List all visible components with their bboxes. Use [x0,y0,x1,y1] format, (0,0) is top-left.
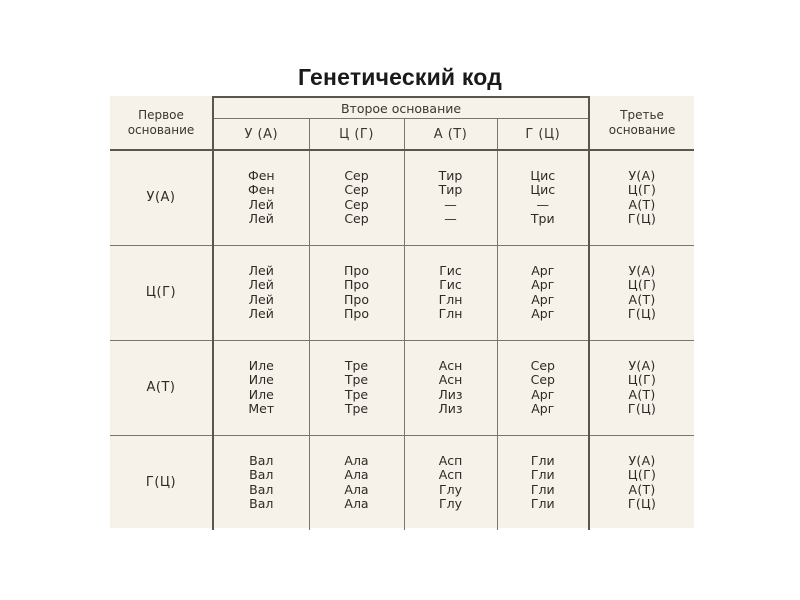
header-first-base: Первое основание [110,97,213,150]
third-base-label: У(А) [628,452,656,468]
amino-acid: Асн [438,357,463,373]
amino-acid: Арг [531,262,555,278]
third-base-label: У(А) [628,262,656,278]
amino-acid: Тир [438,167,463,183]
amino-acid: Про [344,306,369,321]
amino-acid: Тре [344,357,369,373]
header-second-base: Второе основание [213,97,589,119]
amino-acid: Гли [530,467,555,483]
amino-acid: Глу [438,481,462,497]
amino-acid: Цис [530,182,556,198]
amino-acid: Арг [531,401,555,416]
table-row [110,435,694,530]
amino-acid: Фен [247,167,275,183]
amino-acid: Арг [531,306,555,321]
amino-acid: Арг [531,277,555,292]
third-base-label: А(Т) [628,196,656,212]
third-base-cell [589,340,694,435]
amino-acid-cell [309,340,404,435]
amino-acid: Ала [344,467,369,483]
amino-acid-cell [497,150,589,245]
genetic-code-table [110,96,694,530]
header-third-base: Третье основание [589,97,694,150]
amino-acid: Гли [530,481,555,497]
amino-acid: Арг [531,291,555,307]
amino-acid: Лиз [438,386,463,402]
first-base-label: А(Т) [110,340,213,435]
third-base-label: Ц(Г) [627,182,657,198]
page-title: Генетический код [297,64,502,90]
amino-acid-cell [213,150,309,245]
first-base-label: У(А) [146,190,176,206]
amino-acid-cell [497,245,589,340]
amino-acid: Сер [344,211,369,227]
amino-acid-cell [404,340,497,435]
amino-acid: Фен [247,182,275,198]
amino-acid: Арг [531,386,555,402]
amino-acid: Про [344,291,369,307]
amino-acid: Про [344,277,369,292]
amino-acid: Про [344,262,369,278]
amino-acid: Лей [248,277,274,292]
column-header: У (А) [213,119,309,151]
third-base-label: А(Т) [628,481,656,497]
amino-acid-cell [497,435,589,530]
genetic-code-table-scan [110,96,694,528]
amino-acid: Тре [344,372,369,387]
amino-acid: Лей [248,262,274,278]
amino-acid-cell [309,435,404,530]
amino-acid: Асп [438,452,463,468]
amino-acid-cell [404,245,497,340]
amino-acid-cell [213,340,309,435]
amino-acid: Сер [530,372,555,387]
third-base-cell [589,150,694,245]
amino-acid-cell [309,245,404,340]
amino-acid: Иле [248,386,274,402]
amino-acid: Гис [439,262,462,278]
amino-acid: Три [530,211,555,227]
amino-acid: Тир [438,182,463,198]
column-header: А (Т) [404,119,497,151]
amino-acid: Вал [249,481,274,497]
amino-acid: Асп [438,467,463,483]
amino-acid: Цис [530,167,556,183]
third-base-label: А(Т) [628,386,656,402]
column-header: Г (Ц) [497,119,589,151]
first-base-label: Ц(Г) [110,245,213,340]
third-base-label: Г(Ц) [627,211,657,227]
amino-acid: Лей [248,211,274,227]
third-base-label: Г(Ц) [627,306,657,321]
third-base-label: У(А) [628,357,656,373]
amino-acid: Тре [344,401,369,416]
amino-acid: Лей [248,291,274,307]
table-row [110,245,694,340]
amino-acid: Мет [248,401,275,416]
amino-acid: Иле [248,357,274,373]
third-base-label: Ц(Г) [627,277,657,292]
amino-acid: Лей [248,196,274,212]
table-body [110,150,694,530]
amino-acid: Гли [530,452,555,468]
amino-acid: Ала [344,481,369,497]
table-row [110,340,694,435]
amino-acid: Ала [344,452,369,468]
table-row [110,150,694,245]
third-base-cell [589,245,694,340]
column-header: Ц (Г) [309,119,404,151]
third-base-cell [589,435,694,530]
amino-acid: Гис [439,277,462,292]
third-base-label: Г(Ц) [627,401,657,416]
amino-acid-cell [309,150,404,245]
amino-acid: Глн [438,306,463,321]
amino-acid-cell [213,435,309,530]
amino-acid: Вал [249,496,274,512]
first-base-label: Г(Ц) [110,435,213,530]
amino-acid: Вал [249,467,274,483]
amino-acid-cell [404,150,497,245]
amino-acid: Иле [248,372,274,387]
amino-acid: Сер [344,182,369,198]
third-base-label: Г(Ц) [627,496,657,512]
amino-acid: Сер [530,357,555,373]
third-base-label: Ц(Г) [627,467,657,483]
third-base-label: У(А) [628,167,656,183]
amino-acid: Асн [438,372,463,387]
amino-acid: Гли [530,496,555,512]
amino-acid: Глу [438,496,462,512]
amino-acid: Сер [344,167,369,183]
amino-acid-cell [404,435,497,530]
amino-acid: — [536,196,550,212]
amino-acid: Лей [248,306,274,321]
amino-acid: — [444,196,457,212]
amino-acid: Тре [344,386,369,402]
amino-acid: — [444,211,457,227]
amino-acid: Вал [249,452,274,468]
amino-acid: Глн [438,291,463,307]
third-base-label: Ц(Г) [627,372,657,387]
third-base-label: А(Т) [628,291,656,307]
amino-acid: Ала [344,496,369,512]
amino-acid: Лиз [438,401,463,416]
amino-acid: Сер [344,196,369,212]
amino-acid-cell [497,340,589,435]
amino-acid-cell [213,245,309,340]
